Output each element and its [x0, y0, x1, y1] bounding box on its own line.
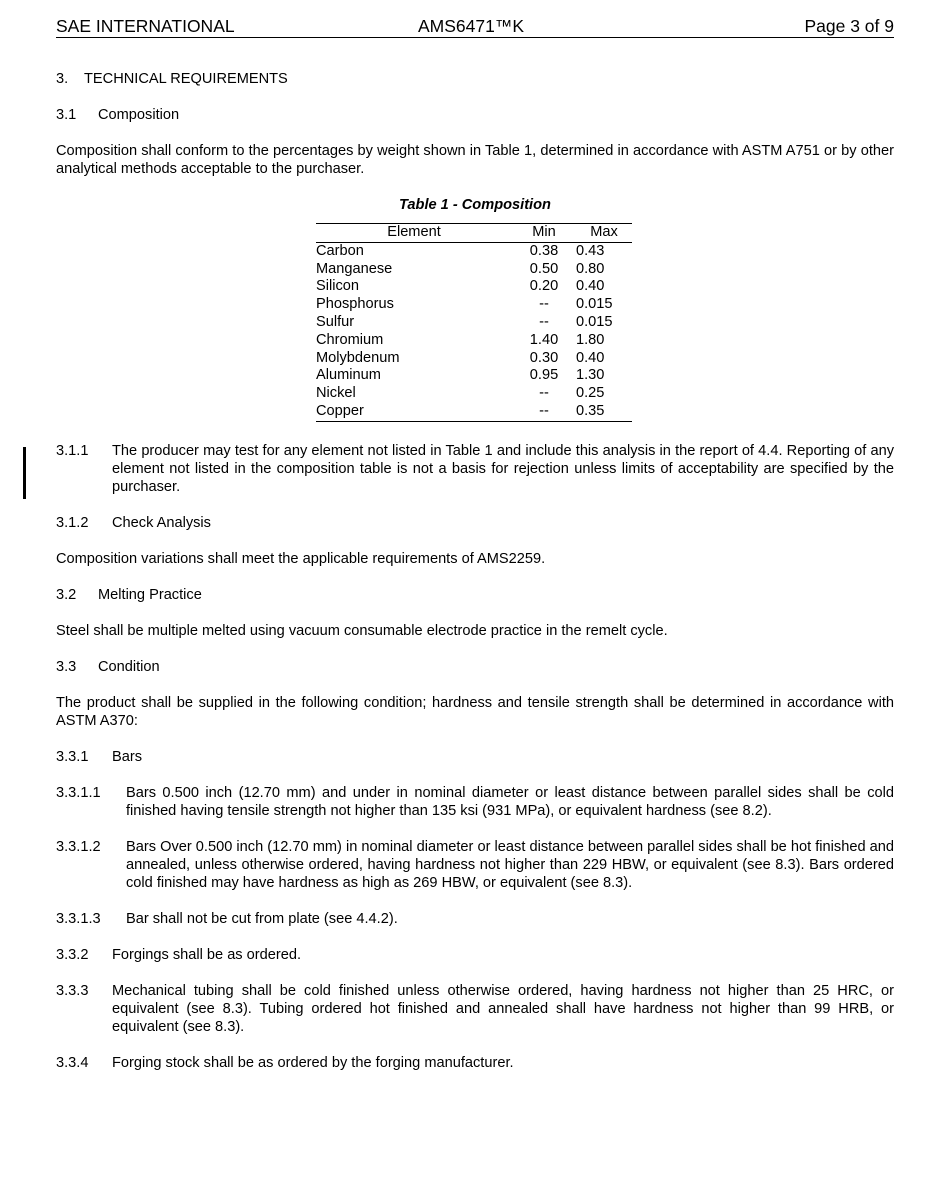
max-cell: 0.43	[576, 242, 605, 259]
element-cell: Silicon	[316, 278, 359, 295]
max-cell: 1.30	[576, 367, 605, 384]
min-cell: --	[512, 403, 576, 421]
section-3-heading: 3. TECHNICAL REQUIREMENTS	[56, 71, 288, 87]
header-document-number: AMS6471™K	[418, 16, 525, 36]
table-row	[316, 332, 632, 350]
header-max: Max	[576, 224, 632, 243]
section-number: 3.3.2	[56, 946, 89, 963]
element-cell: Aluminum	[316, 367, 381, 384]
section-3-3-2	[56, 946, 894, 964]
section-3-3-1-heading: 3.3.1 Bars	[56, 748, 143, 765]
section-3-3-4	[56, 1054, 894, 1072]
section-3-2-body: Steel shall be multiple melted using vacuum consumable electrode practice in the remelt cycle.	[56, 622, 668, 639]
element-cell: Carbon	[316, 242, 364, 259]
section-3-1-heading: 3.1 Composition	[56, 107, 180, 123]
section-text: Mechanical tubing shall be cold finished unless otherwise ordered, having hardness not higher than 25 HRC, or equivalent (see 8.3). Tubing ordered hot finished and annealed shall have hardness not higher than 99 HRB, or equivalent (see 8.3).	[112, 982, 894, 1035]
section-3-2-heading: 3.2 Melting Practice	[56, 586, 202, 603]
header-page-number: Page 3 of 9	[804, 16, 894, 36]
section-3-3-heading: 3.3 Condition	[56, 658, 160, 675]
min-cell: --	[539, 313, 549, 330]
table-row	[316, 350, 632, 368]
element-cell: Phosphorus	[316, 296, 394, 313]
table-row	[316, 278, 632, 296]
section-text: Forging stock shall be as ordered by the forging manufacturer.	[112, 1054, 514, 1071]
table-row	[316, 403, 632, 421]
header-element: Element	[316, 224, 512, 243]
max-cell: 0.35	[576, 403, 632, 421]
min-cell: 0.95	[529, 367, 559, 384]
max-cell: 0.015	[576, 296, 613, 313]
table-row	[316, 385, 632, 403]
section-number: 3.3.1.2	[56, 838, 101, 855]
table-row	[316, 367, 632, 385]
table-row	[316, 261, 632, 279]
section-3-1-body: Composition shall conform to the percentages by weight shown in Table 1, determined in accordance with ASTM A751 or by other analytical methods acceptable to the purchaser.	[56, 143, 894, 177]
min-cell: --	[539, 296, 549, 313]
table-row	[316, 242, 632, 260]
max-cell: 0.25	[576, 385, 605, 402]
revision-change-bar	[23, 447, 26, 499]
section-text: Bars 0.500 inch (12.70 mm) and under in nominal diameter or least distance between parallel sides shall be cold finished having tensile strength not higher than 135 ksi (931 MPa), or equivalent hardness (see 8.2).	[126, 784, 894, 819]
min-cell: --	[539, 385, 549, 402]
table-1-title: Table 1 - Composition	[399, 197, 551, 213]
section-number: 3.3.4	[56, 1054, 89, 1071]
section-text: Bar shall not be cut from plate (see 4.4.2).	[126, 910, 398, 927]
header-organization: SAE INTERNATIONAL	[56, 16, 235, 36]
section-number: 3.3.1.1	[56, 784, 101, 801]
section-text: Bars Over 0.500 inch (12.70 mm) in nominal diameter or least distance between parallel sides shall be hot finished and annealed, unless otherwise ordered, having hardness not higher than 229 HBW, or equivalent (see 8.3). Bars ordered cold finished may have hardness as high as 269 HBW, or equivalent (see 8.3).	[126, 838, 894, 891]
max-cell: 0.40	[576, 278, 605, 295]
min-cell: 1.40	[529, 331, 559, 348]
document-page	[56, 16, 894, 1072]
section-3-1-1	[56, 442, 894, 496]
section-3-3-3	[56, 982, 894, 1036]
element-cell: Copper	[316, 403, 512, 421]
table-row	[316, 314, 632, 332]
page-header	[56, 16, 894, 38]
max-cell: 1.80	[576, 331, 605, 348]
element-cell: Sulfur	[316, 313, 355, 330]
section-text: The producer may test for any element not listed in Table 1 and include this analysis in the report of 4.4. Reporting of any element not listed in the composition table is not a basis for rejection unless limits of acceptability are specified by the purchaser.	[112, 442, 894, 495]
section-number: 3.3.1.3	[56, 910, 101, 927]
section-number: 3.3.3	[56, 982, 89, 999]
element-cell: Molybdenum	[316, 349, 400, 366]
min-cell: 0.20	[529, 278, 559, 295]
composition-table	[316, 223, 632, 422]
table-row	[316, 296, 632, 314]
section-3-3-1-2	[56, 838, 894, 892]
section-3-1-2-body: Composition variations shall meet the applicable requirements of AMS2259.	[56, 550, 546, 567]
max-cell: 0.015	[576, 313, 613, 330]
section-text: Forgings shall be as ordered.	[112, 946, 302, 963]
header-min: Min	[512, 224, 576, 243]
min-cell: 0.38	[529, 242, 559, 259]
min-cell: 0.30	[529, 349, 559, 366]
table-header-row	[316, 224, 632, 243]
min-cell: 0.50	[529, 260, 559, 277]
section-3-1-2-heading: 3.1.2 Check Analysis	[56, 514, 211, 531]
section-number: 3.1.1	[56, 442, 89, 459]
element-cell: Chromium	[316, 331, 384, 348]
max-cell: 0.40	[576, 349, 605, 366]
element-cell: Manganese	[316, 260, 393, 277]
section-3-3-body: The product shall be supplied in the following condition; hardness and tensile strength shall be determined in accordance with ASTM A370:	[56, 694, 894, 729]
section-3-3-1-3	[56, 910, 894, 928]
element-cell: Nickel	[316, 385, 356, 402]
max-cell: 0.80	[576, 260, 605, 277]
section-3-3-1-1	[56, 784, 894, 820]
